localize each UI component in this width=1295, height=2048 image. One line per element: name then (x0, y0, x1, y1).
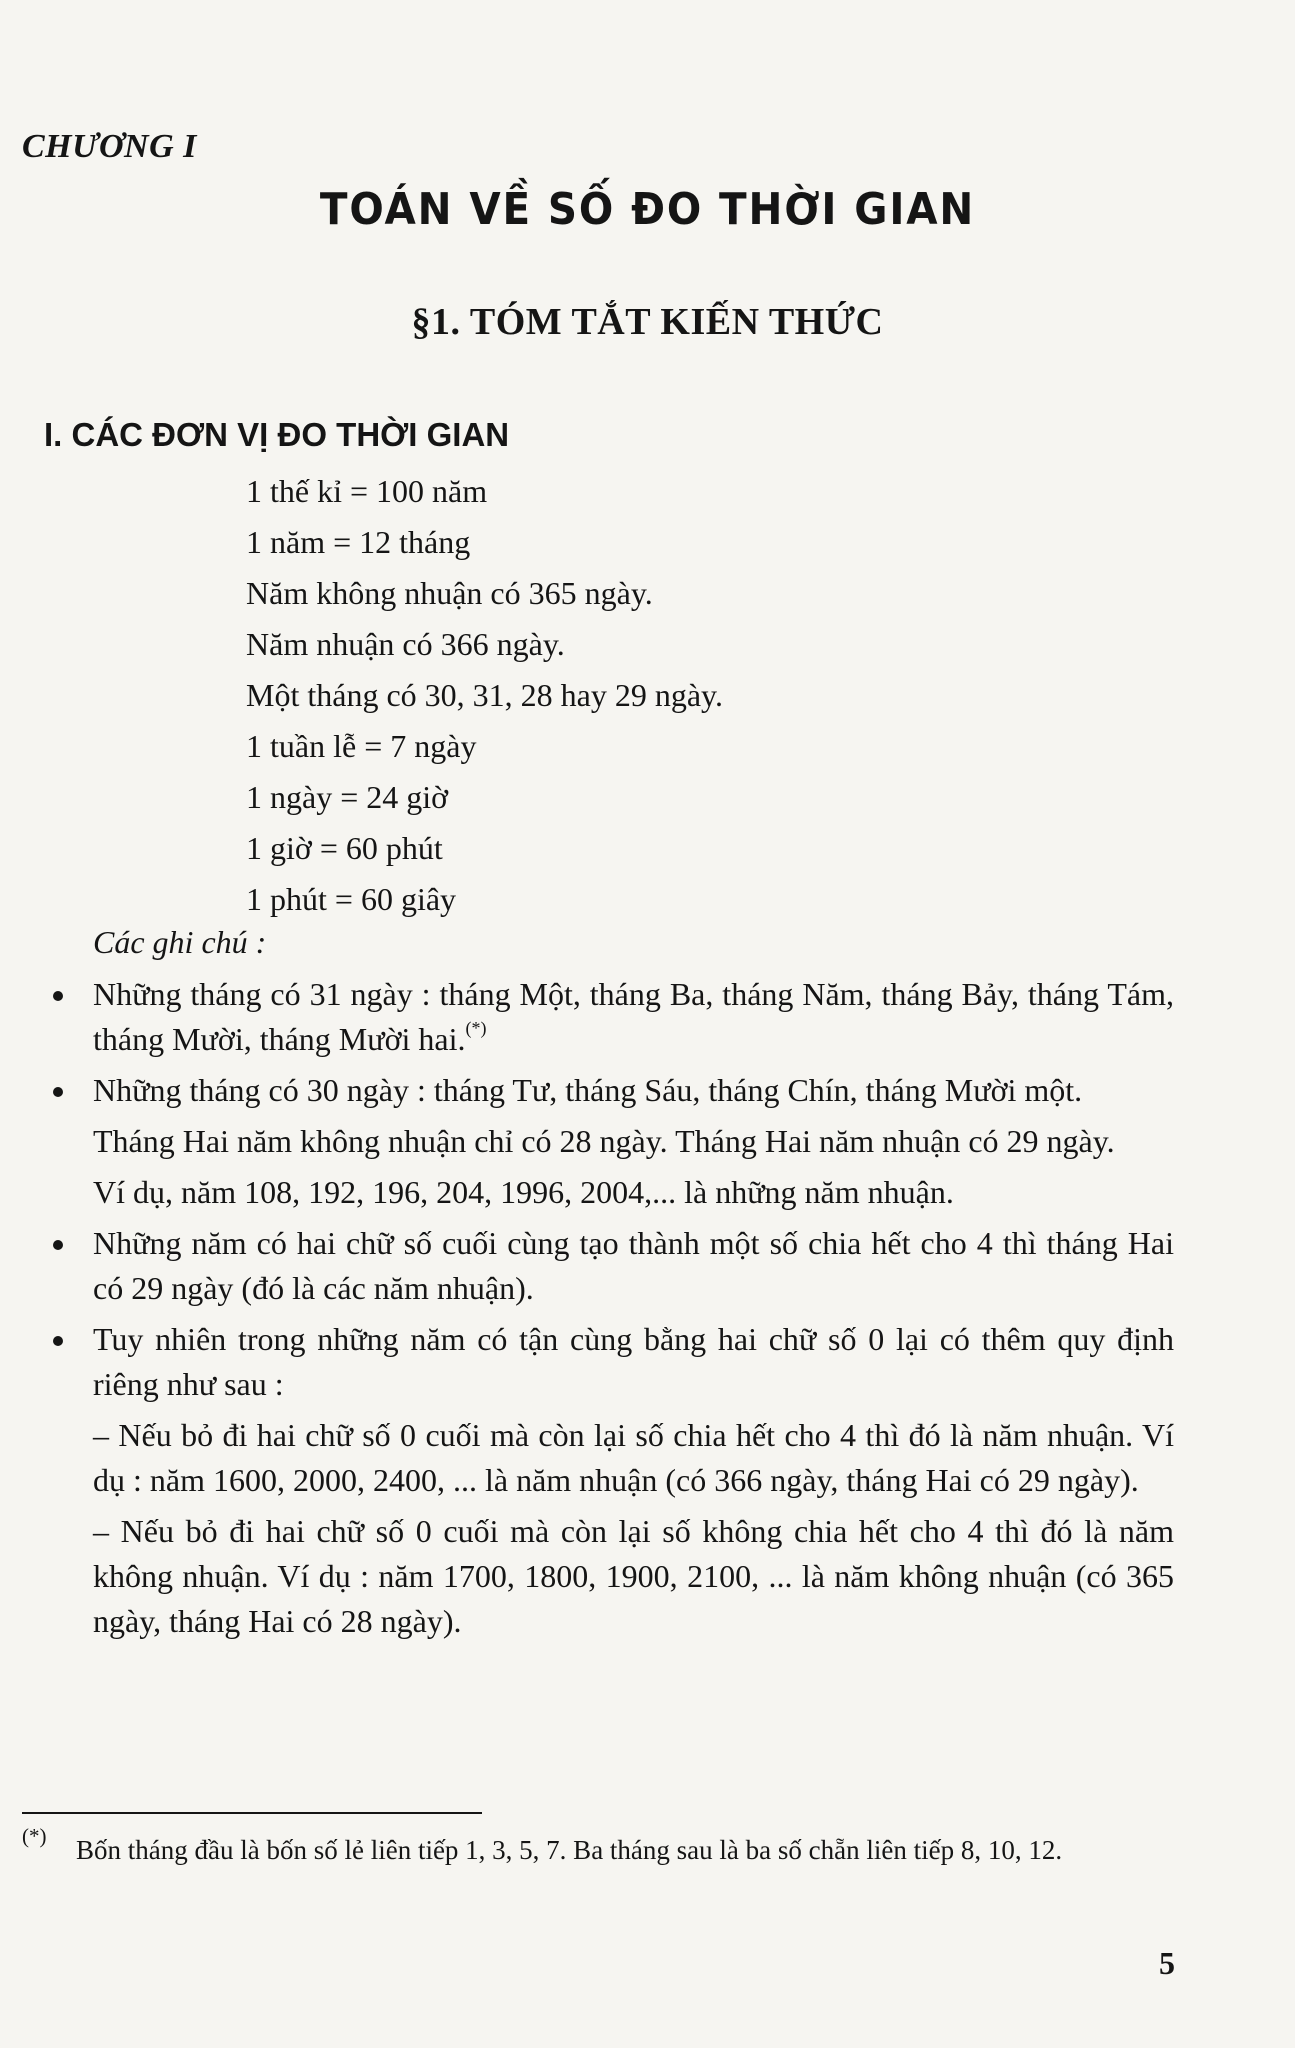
bullet-dot (53, 1087, 63, 1097)
footnote (22, 1824, 1182, 1871)
bullet-text: Những tháng có 30 ngày : tháng Tư, tháng Sáu, tháng Chín, tháng Mười một. (93, 1072, 1083, 1108)
unit-line: 1 phút = 60 giây (246, 881, 457, 917)
chapter-label: CHƯƠNG I (22, 128, 197, 165)
unit-line: 1 thế kỉ = 100 năm (246, 473, 488, 509)
bullet-text: Những tháng có 31 ngày : tháng Một, tháng Ba, tháng Năm, tháng Bảy, tháng Tám, tháng Mười, tháng Mười hai. (93, 976, 1174, 1057)
unit-line: 1 năm = 12 tháng (246, 524, 471, 560)
bullet-item (44, 1221, 1174, 1311)
bullet-dot (53, 991, 63, 1001)
paragraph: Ví dụ, năm 108, 192, 196, 204, 1996, 2004,... là những năm nhuận. (93, 1174, 954, 1210)
unit-line: 1 ngày = 24 giờ (246, 779, 449, 815)
bullet-text: Tuy nhiên trong những năm có tận cùng bằng hai chữ số 0 lại có thêm quy định riêng như sau : (93, 1321, 1174, 1402)
unit-line: 1 giờ = 60 phút (246, 830, 443, 866)
paragraph: – Nếu bỏ đi hai chữ số 0 cuối mà còn lại số chia hết cho 4 thì đó là năm nhuận. Ví dụ : năm 1600, 2000, 2400, ... là năm nhuận (có 366 ngày, tháng Hai có 29 ngày). (93, 1417, 1174, 1498)
footnote-reference: (*) (465, 1018, 487, 1039)
bullet-dot (53, 1240, 63, 1250)
page-number: 5 (1159, 1945, 1175, 1981)
chapter-title: TOÁN VỀ SỐ ĐO THỜI GIAN (319, 184, 976, 235)
section-title: §1. TÓM TẮT KIẾN THỨC (411, 301, 884, 343)
unit-line: Năm không nhuận có 365 ngày. (246, 575, 653, 611)
paragraph: – Nếu bỏ đi hai chữ số 0 cuối mà còn lại số không chia hết cho 4 thì đó là năm không nhuận. Ví dụ : năm 1700, 1800, 1900, 2100, ... là năm không nhuận (có 365 ngày, tháng Hai có 28 ngày). (93, 1513, 1174, 1639)
footnote-divider (22, 1812, 482, 1814)
bullet-dot (53, 1336, 63, 1346)
bullet-item (44, 972, 1174, 1062)
paragraph: Tháng Hai năm không nhuận chỉ có 28 ngày. Tháng Hai năm nhuận có 29 ngày. (93, 1123, 1115, 1159)
notes-heading: Các ghi chú : (93, 924, 267, 960)
subsection-heading: I. CÁC ĐƠN VỊ ĐO THỜI GIAN (44, 416, 510, 453)
bullet-item (44, 1317, 1174, 1407)
unit-line: Một tháng có 30, 31, 28 hay 29 ngày. (246, 677, 723, 713)
bullet-text: Những năm có hai chữ số cuối cùng tạo thành một số chia hết cho 4 thì tháng Hai có 29 ngày (đó là các năm nhuận). (93, 1225, 1174, 1306)
notes-body (44, 972, 1174, 1650)
time-units-list (246, 466, 723, 925)
footnote-text: Bốn tháng đầu là bốn số lẻ liên tiếp 1, 3, 5, 7. Ba tháng sau là ba số chẵn liên tiếp 8, 10, 12. (76, 1835, 1063, 1865)
bullet-item (44, 1068, 1174, 1113)
footnote-mark: (*) (22, 1824, 47, 1848)
unit-line: 1 tuần lễ = 7 ngày (246, 728, 477, 764)
unit-line: Năm nhuận có 366 ngày. (246, 626, 565, 662)
